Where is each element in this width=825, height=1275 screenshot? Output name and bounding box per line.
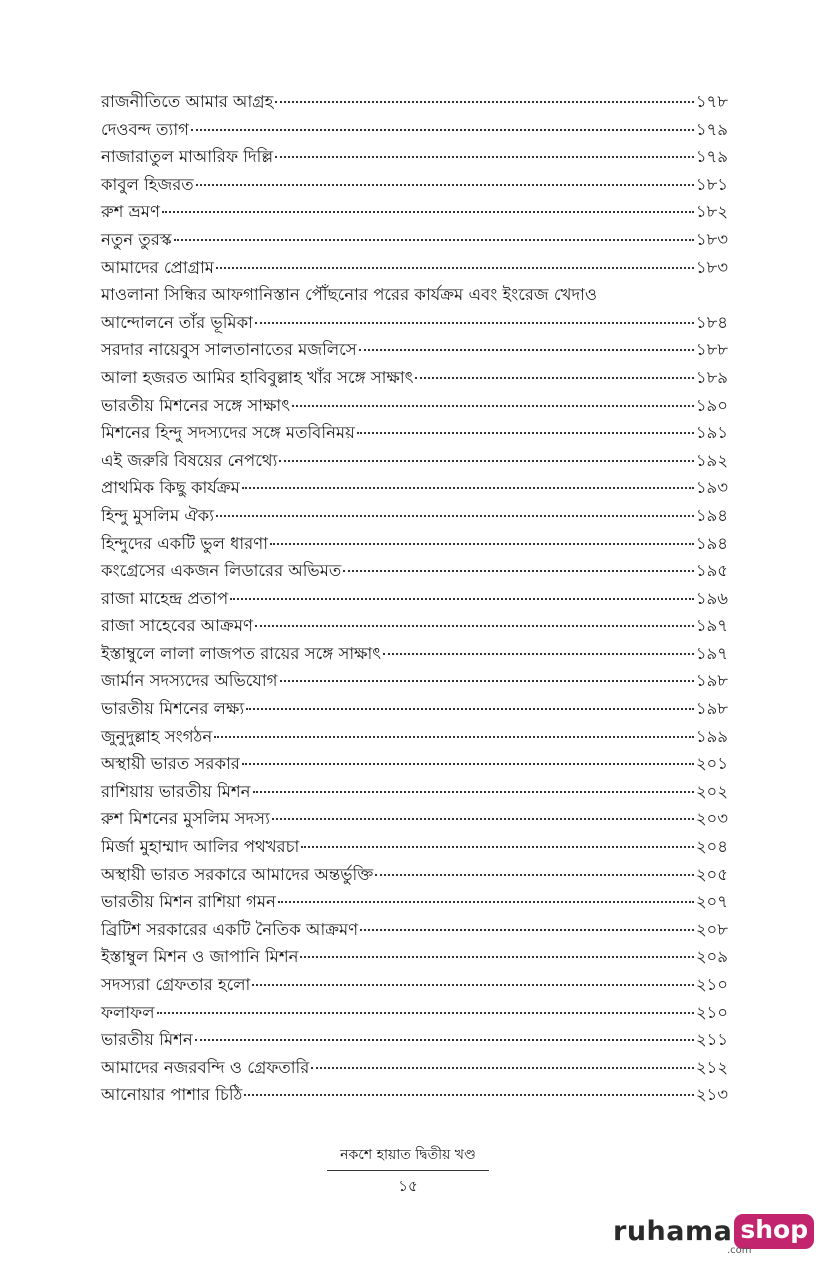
page-number: ১৫ xyxy=(398,1177,418,1195)
toc-entry-page: ১৯৩ xyxy=(695,478,728,498)
toc-entry-title: ভারতীয় মিশন xyxy=(101,1030,193,1050)
toc-entry xyxy=(101,861,728,889)
toc-entry-title: ব্রিটিশ সরকারের একটি নৈতিক আক্রমণ xyxy=(101,919,359,939)
toc-entry-title: এই জরুরি বিষয়ের নেপথ্যে xyxy=(101,450,278,470)
toc-entry-title: ফলাফল xyxy=(101,1002,155,1022)
dot-leader xyxy=(216,514,694,517)
dot-leader xyxy=(383,652,694,655)
watermark-logo xyxy=(613,1211,814,1251)
toc-entry xyxy=(101,916,728,944)
toc-entry xyxy=(101,971,728,999)
toc-entry-title: আন্দোলনে তাঁর ভূমিকা xyxy=(101,312,253,332)
toc-entry xyxy=(101,805,728,833)
dot-leader xyxy=(280,679,694,682)
toc-entry-page: ২০৯ xyxy=(695,947,728,967)
dot-leader xyxy=(214,735,694,738)
dot-leader xyxy=(174,238,694,241)
toc-entry-page: ১৮১ xyxy=(695,174,728,194)
toc-entry-page: ১৯৬ xyxy=(695,588,728,608)
toc-entry-page: ১৯৪ xyxy=(695,533,728,553)
toc-entry-title-line1: মাওলানা সিন্ধির আফগানিস্তান পৌঁছনোর পরের কার্যক্রম এবং ইংরেজ খেদাও xyxy=(101,285,598,305)
toc-entry-page: ১৯৮ xyxy=(695,671,728,691)
toc-entry-page: ২১২ xyxy=(695,1057,728,1077)
toc-entry-page: ১৯৫ xyxy=(695,561,728,581)
toc-entry-page: ১৯৭ xyxy=(695,643,728,663)
toc-entry xyxy=(101,585,728,613)
toc-entry-page: ১৭৮ xyxy=(695,92,728,111)
dot-leader xyxy=(246,707,694,710)
page-footer xyxy=(327,1143,489,1200)
toc-entry-title: প্রাথমিক কিছু কার্যক্রম xyxy=(101,478,240,498)
toc-entry-page: ১৯৯ xyxy=(695,726,728,746)
toc-entry xyxy=(101,116,728,144)
toc-entry-page: ১৯৪ xyxy=(695,505,728,525)
toc-entry-page: ১৯১ xyxy=(695,423,728,443)
dot-leader xyxy=(242,486,694,489)
dot-leader xyxy=(196,183,694,186)
toc-entry-page: ১৮৩ xyxy=(695,229,728,249)
toc-entry-title: অস্থায়ী ভারত সরকার xyxy=(101,754,240,774)
toc-entry-title: হিন্দু মুসলিম ঐক্য xyxy=(101,505,214,525)
dot-leader xyxy=(195,1038,694,1041)
toc-entry-title: রাজনীতিতে আমার আগ্রহ xyxy=(101,92,274,111)
toc-entry xyxy=(101,198,728,226)
dot-leader xyxy=(343,569,694,572)
dot-leader xyxy=(244,1093,693,1096)
toc-entry xyxy=(101,419,728,447)
toc-entry-title: কংগ্রেসের একজন লিডারের অভিমত xyxy=(101,561,342,581)
toc-entry-title: রাজা মাহেন্দ্র প্রতাপ xyxy=(101,588,229,608)
dot-leader xyxy=(191,128,694,131)
toc-entry xyxy=(101,143,728,171)
dot-leader xyxy=(292,404,694,407)
toc-entry-title: কাবুল হিজরত xyxy=(101,174,194,194)
logo-brand-left: ruhama xyxy=(613,1215,733,1247)
dot-leader xyxy=(157,1011,694,1014)
toc-entry-page: ১৭৯ xyxy=(695,119,728,139)
toc-entry xyxy=(101,943,728,971)
toc-entry xyxy=(101,1054,728,1082)
toc-entry xyxy=(101,1081,728,1109)
toc-entry-title: রাশিয়ায় ভারতীয় মিশন xyxy=(101,781,251,801)
dot-leader xyxy=(279,459,693,462)
toc-entry-title: মিশনের হিন্দু সদস্যদের সঙ্গে মতবিনিময় xyxy=(101,423,355,443)
toc-entry xyxy=(101,723,728,751)
toc-entry-title: হিন্দুদের একটি ভুল ধারণা xyxy=(101,533,269,553)
toc-entry-page: ২১৩ xyxy=(695,1085,728,1105)
toc-entry-title: জার্মান সদস্যদের অভিযোগ xyxy=(101,671,278,691)
toc-entry xyxy=(101,530,728,558)
toc-entry xyxy=(101,254,728,282)
toc-entry-page: ১৮৩ xyxy=(695,257,728,277)
toc-entry-title: দেওবন্দ ত্যাগ xyxy=(101,119,189,139)
toc-entry-page: ২১০ xyxy=(695,1002,728,1022)
toc-entry-page: ১৮৮ xyxy=(695,340,728,360)
toc-entry xyxy=(101,667,728,695)
toc-entry xyxy=(101,364,728,392)
dot-leader xyxy=(300,955,693,958)
dot-leader xyxy=(162,210,694,213)
toc-entry-title: ইস্তাম্বুল মিশন ও জাপানি মিশন xyxy=(101,947,299,967)
toc-entry-title: জুনুদুল্লাহ সংগঠন xyxy=(101,726,213,746)
dot-leader xyxy=(311,1066,693,1069)
toc-entry xyxy=(101,750,728,778)
dot-leader xyxy=(278,900,694,903)
dot-leader xyxy=(301,845,694,848)
toc-entry xyxy=(101,309,728,337)
toc-entry-title: নাজারাতুল মাআরিফ দিল্লি xyxy=(101,147,274,167)
dot-leader xyxy=(375,873,694,876)
toc-entry-page: ১৮৯ xyxy=(695,367,728,387)
toc-entry xyxy=(101,336,728,364)
toc-entry-page: ২০৪ xyxy=(695,837,728,857)
toc-entry-page: ১৯০ xyxy=(695,395,728,415)
toc-entry-title: আনোয়ার পাশার চিঠি xyxy=(101,1085,243,1105)
dot-leader xyxy=(272,817,694,820)
toc-entry-title: সদস্যরা গ্রেফতার হলো xyxy=(101,975,251,994)
dot-leader xyxy=(357,431,694,434)
toc-entry xyxy=(101,695,728,723)
toc-entry-title: ভারতীয় মিশনের লক্ষ্য xyxy=(101,699,245,719)
toc-entry xyxy=(101,171,728,199)
toc-entry-page: ২০৮ xyxy=(695,919,728,939)
toc-entry xyxy=(101,999,728,1027)
dot-leader xyxy=(359,348,694,351)
toc-entry-title: ভারতীয় মিশনের সঙ্গে সাক্ষাৎ xyxy=(101,395,291,415)
toc-entry xyxy=(101,833,728,861)
toc-entry xyxy=(101,557,728,585)
dot-leader xyxy=(270,542,694,545)
toc-entry-page: ২০৩ xyxy=(695,809,728,829)
logo-domain: .com xyxy=(727,1245,752,1256)
toc-entry-title: ইস্তাম্বুলে লালা লাজপত রায়ের সঙ্গে সাক্ষাৎ xyxy=(101,643,382,663)
toc-entry xyxy=(101,447,728,475)
logo-brand-right: shop xyxy=(734,1214,814,1249)
toc-entry-page: ১৮৪ xyxy=(695,312,728,332)
toc-entry-title: ভারতীয় মিশন রাশিয়া গমন xyxy=(101,892,276,912)
toc-entry-page: ২১১ xyxy=(695,1030,728,1050)
dot-leader xyxy=(253,790,694,793)
toc-entry-page: ২০১ xyxy=(695,754,728,774)
toc-entry-title: অস্থায়ী ভারত সরকারে আমাদের অন্তর্ভুক্তি xyxy=(101,864,374,884)
toc-entry-title: রাজা সাহেবের আক্রমণ xyxy=(101,616,253,636)
dot-leader xyxy=(275,155,694,158)
toc-entry-title: আমাদের প্রোগ্রাম xyxy=(101,257,214,277)
dot-leader xyxy=(275,100,694,103)
toc-entry xyxy=(101,226,728,254)
dot-leader xyxy=(216,266,694,269)
toc-entry xyxy=(101,1026,728,1054)
toc-entry-page: ২০২ xyxy=(695,781,728,801)
dot-leader xyxy=(360,928,694,931)
dot-leader xyxy=(255,321,694,324)
toc-entry-page: ১৯৮ xyxy=(695,699,728,719)
toc-entry-title: আলা হজরত আমির হাবিবুল্লাহ খাঁর সঙ্গে সাক্ষাৎ xyxy=(101,367,414,387)
toc-entry xyxy=(101,778,728,806)
dot-leader xyxy=(242,762,694,765)
toc-entry-page: ২০৭ xyxy=(695,892,728,912)
toc-entry-page: ২১০ xyxy=(695,975,728,994)
dot-leader xyxy=(230,597,694,600)
toc-entry-page: ১৯৭ xyxy=(695,616,728,636)
table-of-contents xyxy=(101,88,728,1109)
dot-leader xyxy=(415,376,693,379)
toc-entry xyxy=(101,474,728,502)
dot-leader xyxy=(252,983,693,986)
toc-entry xyxy=(101,612,728,640)
toc-entry-page: ২০৫ xyxy=(695,864,728,884)
toc-entry-page: ১৭৯ xyxy=(695,147,728,167)
toc-entry-title: আমাদের নজরবন্দি ও গ্রেফতারি xyxy=(101,1057,310,1077)
toc-entry xyxy=(101,502,728,530)
toc-entry-title: মির্জা মুহাম্মাদ আলির পথখরচা xyxy=(101,837,300,857)
toc-entry xyxy=(101,88,728,116)
toc-entry-title: রুশ মিশনের মুসলিম সদস্য xyxy=(101,809,270,829)
running-book-title: নকশে হায়াত দ্বিতীয় খণ্ড xyxy=(327,1143,489,1171)
toc-entry xyxy=(101,392,728,420)
toc-entry-title: নতুন তুরস্ক xyxy=(101,229,172,249)
toc-entry-title: সরদার নায়েবুস সালতানাতের মজলিসে xyxy=(101,340,357,360)
dot-leader xyxy=(255,624,694,627)
toc-entry xyxy=(101,888,728,916)
toc-entry xyxy=(101,640,728,668)
toc-entry-page: ১৯২ xyxy=(695,450,728,470)
toc-entry-page: ১৮২ xyxy=(695,202,728,222)
toc-entry-title: রুশ ভ্রমণ xyxy=(101,202,160,222)
